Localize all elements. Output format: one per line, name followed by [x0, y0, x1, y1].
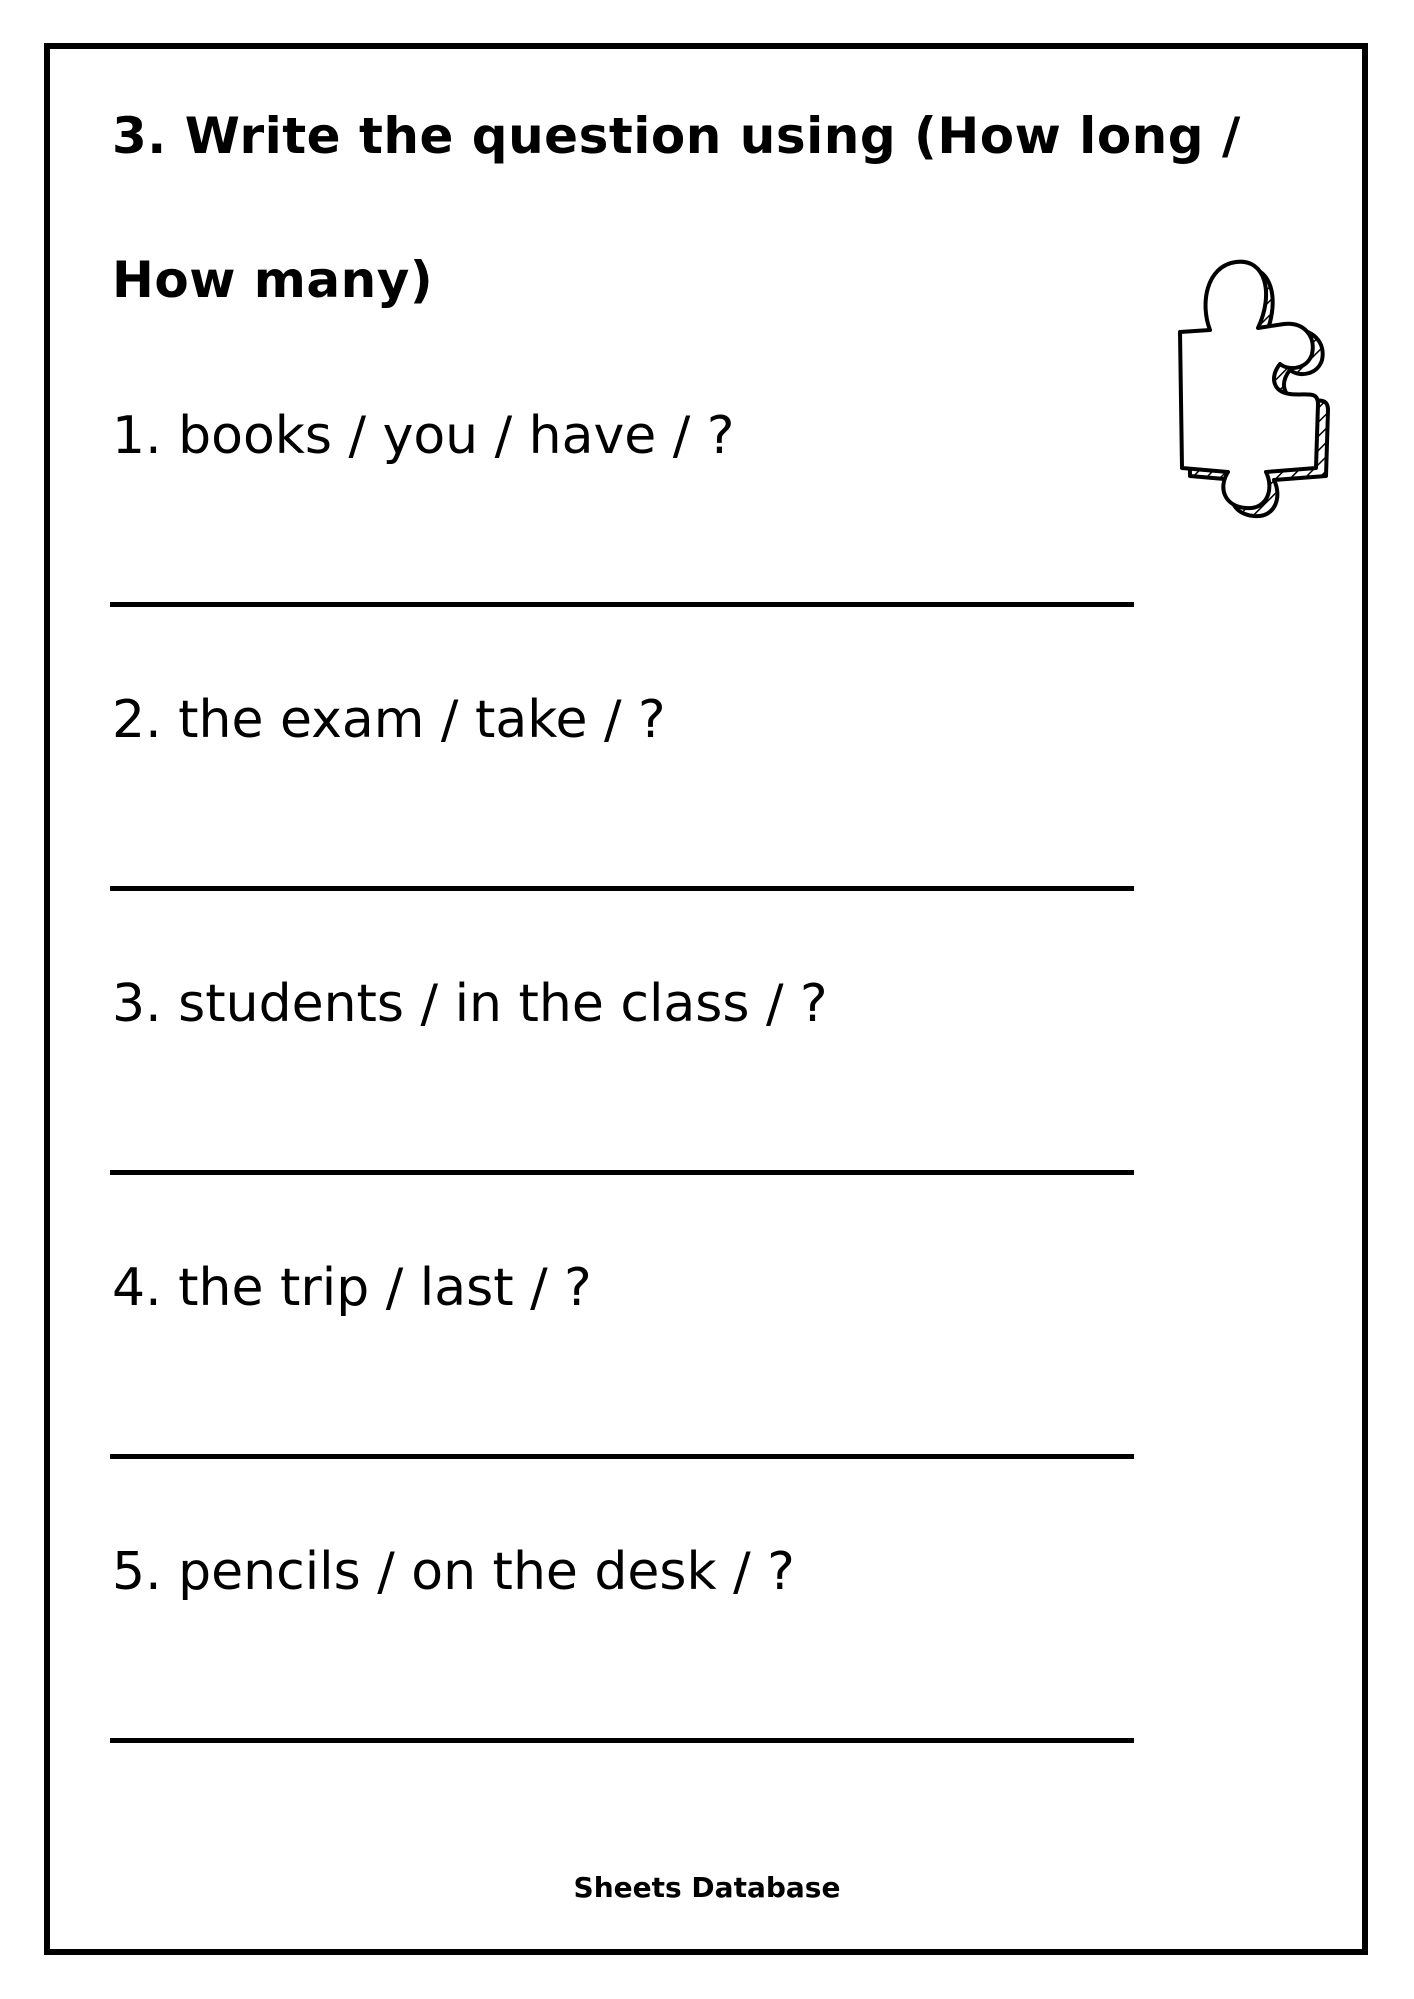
puzzle-piece-icon [1150, 250, 1330, 520]
footer-credit: Sheets Database [573, 1871, 841, 1904]
question-item-1: 1. books / you / have / ? [112, 406, 735, 466]
exercise-title: 3. Write the question using (How long / How many) [112, 107, 1241, 309]
question-item-3: 3. students / in the class / ? [112, 974, 828, 1034]
answer-line-1[interactable] [110, 602, 1134, 607]
answer-line-3[interactable] [110, 1170, 1134, 1175]
question-item-4: 4. the trip / last / ? [112, 1258, 592, 1318]
question-item-5: 5. pencils / on the desk / ? [112, 1542, 795, 1602]
answer-line-2[interactable] [110, 886, 1134, 891]
question-item-2: 2. the exam / take / ? [112, 690, 666, 750]
answer-line-4[interactable] [110, 1454, 1134, 1459]
answer-line-5[interactable] [110, 1738, 1134, 1743]
